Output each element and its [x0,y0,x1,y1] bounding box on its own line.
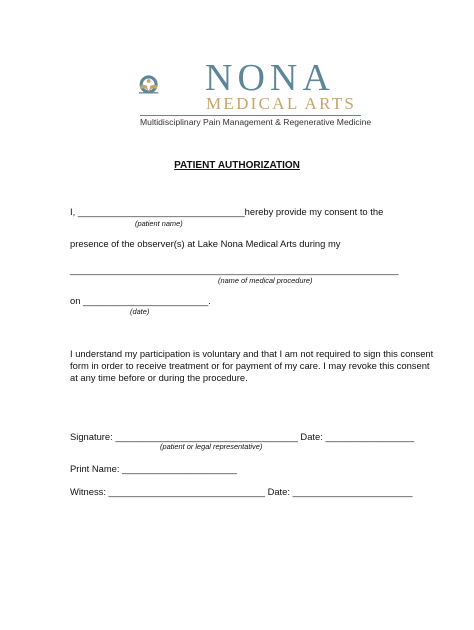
patient-name-caption: (patient name) [135,219,183,228]
signature-caption: (patient or legal representative) [160,442,263,451]
procedure-caption: (name of medical procedure) [218,276,313,285]
logo-subtitle: MEDICAL ARTS [206,94,357,113]
date-line: on ________________________. [70,295,211,306]
logo-wordmark: NONA [205,57,335,99]
statement-line: at any time before or during the procedure. [70,372,248,383]
tagline: Multidisciplinary Pain Management & Regenerative Medicine [140,117,372,127]
signature-line: Signature: ___________________________________ Date: _________________ [70,431,415,442]
logo-emblem-icon [139,56,209,116]
procedure-line: _______________________________________________________________ [70,264,399,275]
witness-line: Witness: ______________________________ Date: _______________________ [70,486,413,497]
print-name-line: Print Name: ______________________ [70,463,237,474]
document-title: PATIENT AUTHORIZATION [174,160,300,171]
consent-line-2: presence of the observer(s) at Lake Nona Medical Arts during my [70,238,341,249]
statement-line: I understand my participation is voluntary and that I am not required to sign this consent [70,348,434,359]
consent-line-1: I, ________________________________hereby provide my consent to the [70,206,384,217]
consent-statement [70,348,435,384]
date-caption: (date) [130,307,150,316]
statement-line: form in order to receive treatment or for payment of my care. I may revoke this consent [70,360,430,371]
